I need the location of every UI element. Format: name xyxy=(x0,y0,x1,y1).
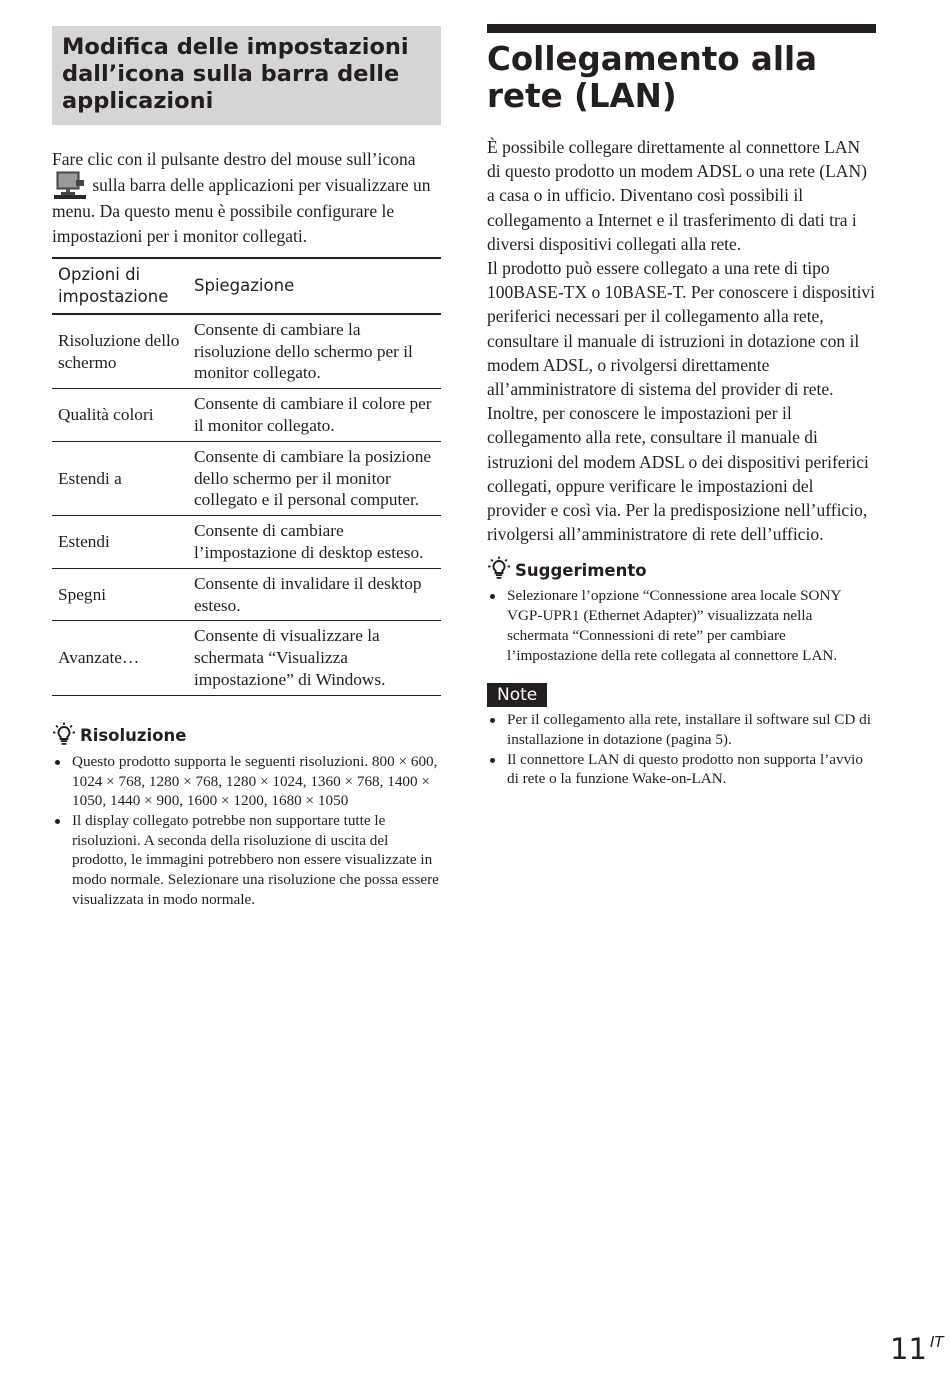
resolution-tip xyxy=(52,722,441,910)
intro-text-before: Fare clic con il pulsante destro del mouse sull’icona xyxy=(52,149,416,169)
note-section xyxy=(487,683,876,789)
page-number: 11 xyxy=(890,1332,927,1366)
option-description: Consente di invalidare il desktop esteso. xyxy=(188,568,441,621)
note-badge: Note xyxy=(487,683,547,707)
page-language: IT xyxy=(930,1333,944,1351)
option-name: Estendi a xyxy=(52,441,188,515)
list-item: Per il collegamento alla rete, installare il software sul CD di installazione in dotazione (pagina 5). xyxy=(487,710,876,749)
section-heading: Modifica delle impostazioni dall’icona sulla barra delle applicazioni xyxy=(62,34,409,114)
paragraph: Inoltre, per conoscere le impostazioni per il collegamento alla rete, consultare il manuale di istruzioni del modem ADSL o dei dispositivi periferici collegati, oppure verificare le impostazioni del provider e così via. Per la predisposizione nell’ufficio, rivolgersi all’amministratore di rete dell’ufficio. xyxy=(487,403,869,545)
body-text xyxy=(487,135,876,546)
option-name: Spegni xyxy=(52,568,188,621)
list-item: Questo prodotto supporta le seguenti risoluzioni. 800 × 600, 1024 × 768, 1280 × 768, 1280 × 1024, 1360 × 768, 1400 × 1050, 1440 × 900, 1600 × 1200, 1680 × 1050 xyxy=(52,752,441,811)
table-header-row xyxy=(52,258,441,314)
option-name: Estendi xyxy=(52,516,188,569)
paragraph: Il prodotto può essere collegato a una rete di tipo 100BASE-TX o 10BASE-T. Per conoscere i dispositivi periferici necessari per il collegamento alla rete, consultare il manuale di istruzioni in dotazione con il modem ADSL, o rivolgersi direttamente all’amministratore di sistema del provider di rete. xyxy=(487,258,876,400)
intro-paragraph xyxy=(52,147,441,248)
monitor-taskbar-icon xyxy=(54,171,86,199)
tip-title: Risoluzione xyxy=(80,726,187,746)
list-item: Il connettore LAN di questo prodotto non supporta l’avvio di rete o la funzione Wake-on-LAN. xyxy=(487,750,876,789)
page-heading: Collegamento alla rete (LAN) xyxy=(487,40,818,115)
list-item: Il display collegato potrebbe non supportare tutte le risoluzioni. A seconda della risoluzione di uscita del prodotto, le immagini potrebbero non essere visualizzate in modo normale. Selezionare una risoluzione che possa essere visualizzata in modo normale. xyxy=(52,811,441,910)
lightbulb-icon xyxy=(52,722,76,750)
table-row xyxy=(52,314,441,389)
option-name: Qualità colori xyxy=(52,389,188,442)
paragraph: È possibile collegare direttamente al connettore LAN di questo prodotto un modem ADSL o una rete (LAN) a casa o in ufficio. Diventano così possibili il collegamento a Internet e il trasferimento di dati tra i diversi dispositivi collegati alla rete. xyxy=(487,137,867,254)
option-name: Avanzate… xyxy=(52,621,188,695)
option-description: Consente di cambiare la risoluzione dello schermo per il monitor collegato. xyxy=(188,314,441,389)
section-heading-box xyxy=(52,26,441,125)
table-row xyxy=(52,389,441,442)
tip-list xyxy=(52,752,441,910)
heading-rule xyxy=(487,24,876,33)
table-row xyxy=(52,621,441,695)
table-row xyxy=(52,516,441,569)
option-description: Consente di cambiare il colore per il monitor collegato. xyxy=(188,389,441,442)
header-explanation: Spiegazione xyxy=(188,258,441,314)
option-description: Consente di cambiare la posizione dello schermo per il monitor collegato e il personal computer. xyxy=(188,441,441,515)
tip-title: Suggerimento xyxy=(515,560,647,580)
tip-list xyxy=(487,586,876,665)
note-list xyxy=(487,710,876,789)
header-options: Opzioni di impostazione xyxy=(52,258,188,314)
table-row xyxy=(52,441,441,515)
suggestion-tip xyxy=(487,556,876,665)
intro-text-after: sulla barra delle applicazioni per visualizzare un menu. Da questo menu è possibile configurare le impostazioni per i monitor collegati. xyxy=(52,175,431,246)
settings-table xyxy=(52,257,441,696)
option-name: Risoluzione dello schermo xyxy=(52,314,188,389)
left-column xyxy=(52,26,441,909)
list-item: Selezionare l’opzione “Connessione area locale SONY VGP-UPR1 (Ethernet Adapter)” visualizzata nella schermata “Connessioni di rete” per cambiare l’impostazione della rete collegata al connettore LAN. xyxy=(487,586,876,665)
lightbulb-icon xyxy=(487,556,511,584)
option-description: Consente di visualizzare la schermata “Visualizza impostazione” di Windows. xyxy=(188,621,441,695)
table-row xyxy=(52,568,441,621)
tip-heading xyxy=(52,722,441,750)
option-description: Consente di cambiare l’impostazione di desktop esteso. xyxy=(188,516,441,569)
right-column xyxy=(487,24,876,789)
tip-heading xyxy=(487,556,876,584)
